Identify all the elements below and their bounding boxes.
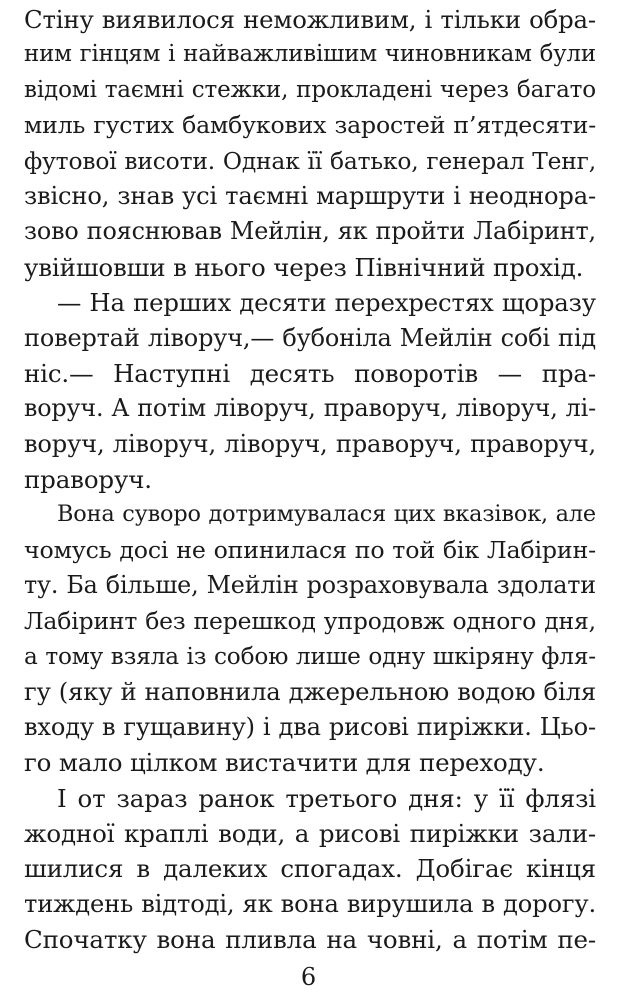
text-line: а тому взяла із собою лише одну шкіряну фля- <box>24 643 596 671</box>
text-line: Вона суворо дотримувалася цих вказівок, але <box>57 501 596 528</box>
text-line: жодної краплі води, а рисові пиріжки зали- <box>24 818 596 848</box>
text-line: відомі таємні стежки, прокладені через багато <box>24 76 596 103</box>
text-line: шилися в далеких спогадах. Добігає кінця <box>24 854 596 884</box>
paragraph-4 <box>24 781 596 958</box>
text-line: — На перших десяти перехрестях щоразу <box>57 288 596 318</box>
text-line: І от зараз ранок третього дня: у її флязі <box>57 783 596 813</box>
text-line: ніс.— Наступні десять поворотів — пра- <box>24 358 596 388</box>
text-line: увійшовши в нього через Північний прохід. <box>24 252 584 282</box>
page-number: 6 <box>300 963 317 991</box>
text-line: Лабіринт без перешкод упродовж одного дня, <box>24 606 596 635</box>
text-line: звісно, знав усі таємні маршрути і неоднора- <box>24 181 596 210</box>
text-line: воруч. А потім ліворуч, праворуч, ліворуч, лі- <box>24 394 596 423</box>
text-line: тиждень відтоді, як вона вирушила в дорогу. <box>24 889 596 918</box>
paragraph-3 <box>24 497 596 780</box>
text-line: ним гінцям і найважливішим чиновникам були <box>24 41 596 68</box>
text-line: гу (яку й наповнила джерельною водою біля <box>24 677 596 707</box>
text-line: зово пояснював Мейлін, як пройти Лабіринт, <box>24 217 596 246</box>
text-line: праворуч. <box>24 465 152 495</box>
paragraph-1 <box>24 2 596 285</box>
text-line: воруч, ліворуч, ліворуч, праворуч, праворуч, <box>24 429 596 458</box>
text-line: чомусь досі не опинилася по той бік Лабірин- <box>24 535 596 564</box>
text-line: повертай ліворуч,— бубоніла Мейлін собі під <box>24 323 596 352</box>
text-line: миль густих бамбукових заростей п’ятдесяти- <box>24 111 596 140</box>
text-line: Спочатку вона пливла на човні, а потім пе- <box>24 925 596 955</box>
paragraph-2 <box>24 285 596 497</box>
text-line: Стіну виявилося неможливим, і тільки обра- <box>24 5 596 34</box>
text-line: го мало цілком вистачити для переходу. <box>24 748 545 778</box>
text-line: футової висоти. Однак її батько, генерал Тенг, <box>24 146 596 175</box>
text-line: входу в гущавину) і два рисові пиріжки. Цьо- <box>24 712 596 741</box>
book-page-body <box>24 2 596 958</box>
text-line: ту. Ба більше, Мейлін розраховувала здолати <box>24 571 596 600</box>
